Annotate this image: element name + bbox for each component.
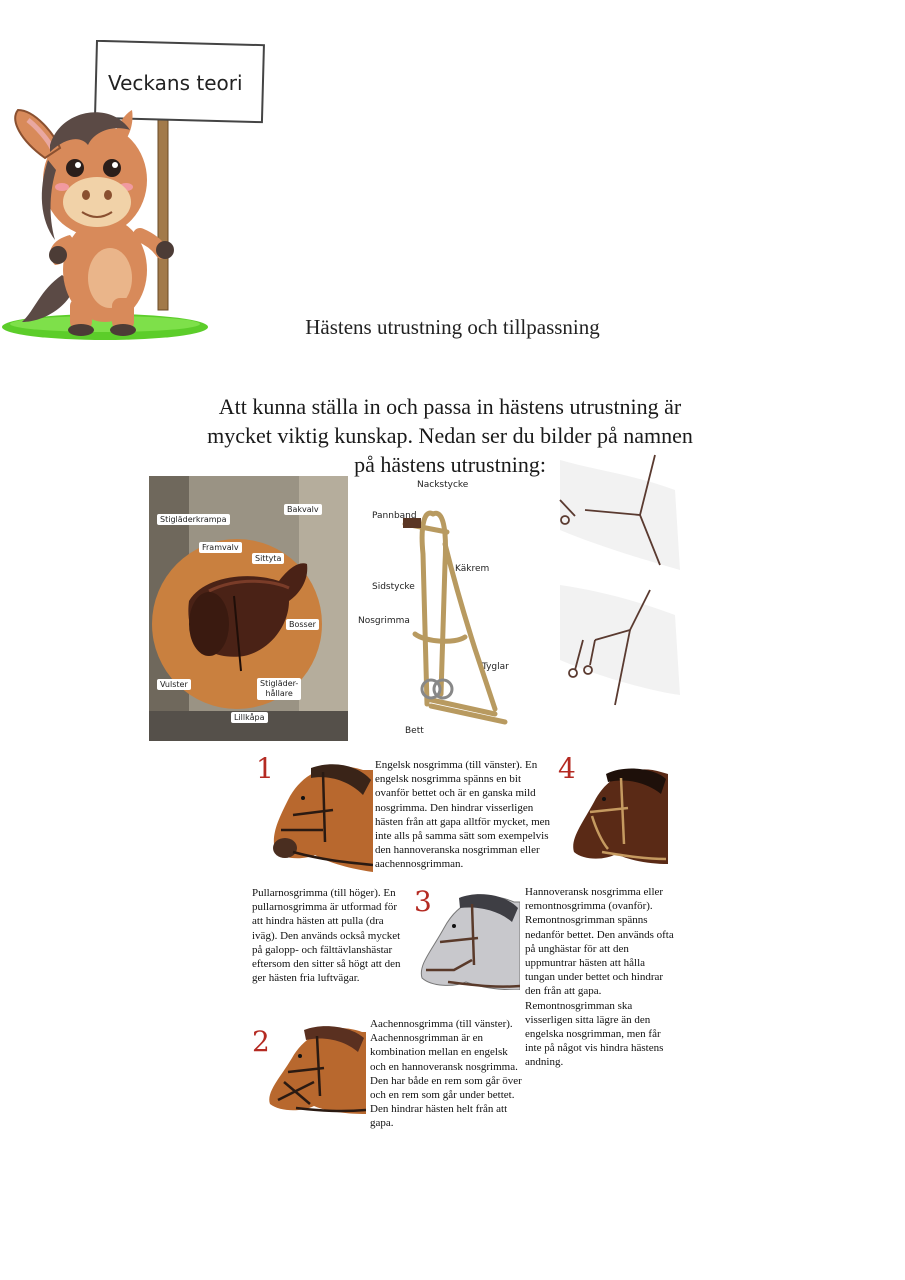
noseband-number-4: 4 — [558, 752, 576, 785]
saddle-label-lillkapa: Lillkåpa — [231, 712, 268, 723]
noseband-text-pullar: Pullarnosgrimma (till höger). En pullarnosgrimma är utformad för att hindra hästen att pulla (dra iväg). Den används också mycket på galopp- och fälttävlanshästar eftersom den sitter så högt att den ger hästen fria luftvägar. — [252, 887, 401, 985]
saddle-label-framvalv: Framvalv — [199, 542, 242, 553]
saddle-label-stiglederhallare-line1: Stigläder- — [260, 679, 299, 688]
horse-head-aachen-noseband — [262, 1022, 366, 1114]
saddle-label-sittyta: Sittyta — [252, 553, 284, 564]
bridle-diagram — [355, 474, 520, 739]
sign-text: Veckans teori — [108, 71, 243, 95]
bridle-label-kakrem: Käkrem — [455, 564, 490, 574]
bridle-label-bett: Bett — [405, 726, 424, 736]
saddle-label-stiglederhallare — [257, 678, 301, 700]
intro-line-2: mycket viktig kunskap. Nedan ser du bilder på namnen — [207, 423, 693, 448]
saddle-label-bakvalv: Bakvalv — [284, 504, 322, 515]
saddle-photo — [149, 476, 348, 741]
saddle-label-stiglederkrampa: Stigläderkrampa — [157, 514, 230, 525]
bridle-label-nosgrimma: Nosgrimma — [358, 616, 410, 626]
saddle-label-stiglederhallare-line2: hållare — [265, 689, 293, 698]
page-title: Hästens utrustning och tillpassning — [305, 315, 600, 339]
bridle-label-nackstycke: Nackstycke — [417, 480, 469, 490]
intro-line-1: Att kunna ställa in och passa in hästens utrustning är — [218, 394, 682, 419]
noseband-text-aachen: Aachennosgrimma (till vänster). Aachennosgrimman är en kombination mellan en engelsk och en hannoveransk nosgrimma. Den har både en rem som går över och en rem som går under bettet. Den hindrar hästen helt från att gapa. — [370, 1018, 522, 1130]
saddle-label-vulster: Vulster — [157, 679, 191, 690]
noseband-number-3: 3 — [414, 885, 432, 918]
horse-martingale-illustration — [555, 450, 685, 712]
bridle-label-pannband: Pannband — [372, 511, 417, 521]
saddle-label-bosser: Bosser — [286, 619, 319, 630]
horse-mascot-illustration — [0, 40, 270, 345]
noseband-number-2: 2 — [252, 1025, 270, 1058]
bridle-label-tyglar: Tyglar — [482, 662, 509, 672]
intro-line-3: på hästens utrustning: — [354, 452, 546, 477]
horse-head-hanoverian-noseband — [414, 890, 520, 990]
noseband-number-1: 1 — [256, 752, 274, 785]
noseband-text-english: Engelsk nosgrimma (till vänster). En engelsk nosgrimma spänns en bit ovanför bettet och är en ganska mild nosgrimma. Den hindrar visserligen hästen från att gapa alltför mycket, men inte alls på samma sätt som exempelvis den hannoveranska nosgrimman eller aachennosgrimman. — [375, 759, 551, 871]
horse-head-english-noseband — [263, 760, 373, 872]
horse-head-pullar-noseband — [566, 764, 668, 864]
noseband-text-hanoverian: Hannoveransk nosgrimma eller remontnosgrimma (ovanför). Remontnosgrimman spänns nedanför bettet. Den används ofta på unghästar för att den uppmuntrar hästen att hålla tungan under bettet och hindrar den från att gapa. Remontnosgrimman ska visserligen sitta lägre än den engelska nosgrimman, men får inte på något vis hindra hästens andning. — [525, 886, 674, 1069]
bridle-label-sidstycke: Sidstycke — [372, 582, 415, 592]
